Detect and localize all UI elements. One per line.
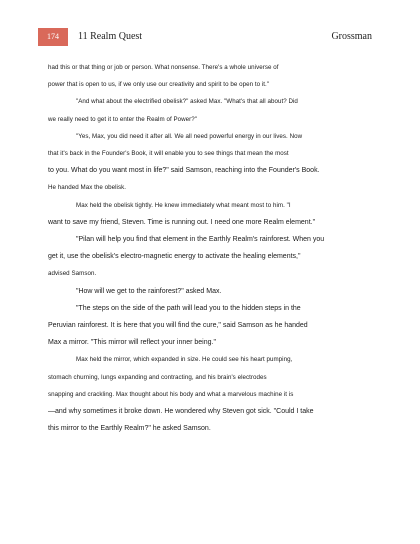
text-line: "And what about the electrified obelisk?" asked Max. "What's that all about? Did	[76, 98, 298, 106]
text-line: snapping and crackling. Max thought about his body and what a marvelous machine it is	[48, 390, 294, 398]
text-line: Peruvian rainforest. It is here that you will find the cure," said Samson as he handed	[48, 322, 308, 330]
text-line: "Pilan will help you find that element in the Earthly Realm's rainforest. When you	[76, 236, 325, 244]
text-line: get it, use the obelisk's electro-magnetic energy to activate the healing elements,"	[48, 253, 301, 261]
text-line: "Yes, Max, you did need it after all. We all need powerful energy in our lives. Now	[76, 132, 303, 140]
text-line: had this or that thing or job or person. What nonsense. There's a whole universe of	[48, 64, 279, 71]
text-line: Max held the mirror, which expanded in size. He could see his heart pumping,	[76, 356, 293, 364]
body-text	[48, 59, 378, 437]
text-line: "How will we get to the rainforest?" asked Max.	[76, 287, 222, 295]
text-line: want to save my friend, Steven. Time is running out. I need one more Realm element."	[48, 218, 316, 226]
text-line: He handed Max the obelisk.	[48, 184, 127, 192]
page-number-badge: 174	[38, 28, 68, 46]
text-line: that it's back in the Founder's Book, it will enable you to see things that mean the most	[48, 150, 289, 158]
text-line: to you. What do you want most in life?" said Samson, reaching into the Founder's Book.	[48, 167, 320, 175]
page-header	[38, 28, 372, 46]
text-line: stomach churning, lungs expanding and contracting, and his brain's electrodes	[48, 373, 267, 381]
text-line: this mirror to the Earthly Realm?" he asked Samson.	[48, 425, 211, 433]
text-line: advised Samson.	[48, 270, 97, 278]
book-title: 11 Realm Quest	[78, 31, 143, 42]
text-line: Max a mirror. "This mirror will reflect your inner being."	[48, 339, 216, 347]
text-line: power that is open to us, if we only use our creativity and spirit to be open to it."	[48, 81, 270, 89]
text-line: —and why sometimes it broke down. He wondered why Steven got sick. "Could I take	[48, 408, 314, 416]
text-line: Max held the obelisk tightly. He knew immediately what meant most to him. "I	[76, 201, 291, 209]
text-line: "The steps on the side of the path will lead you to the hidden steps in the	[76, 304, 301, 312]
author-name: Grossman	[331, 31, 372, 42]
text-line: we really need to get it to enter the Realm of Power?"	[48, 115, 198, 123]
